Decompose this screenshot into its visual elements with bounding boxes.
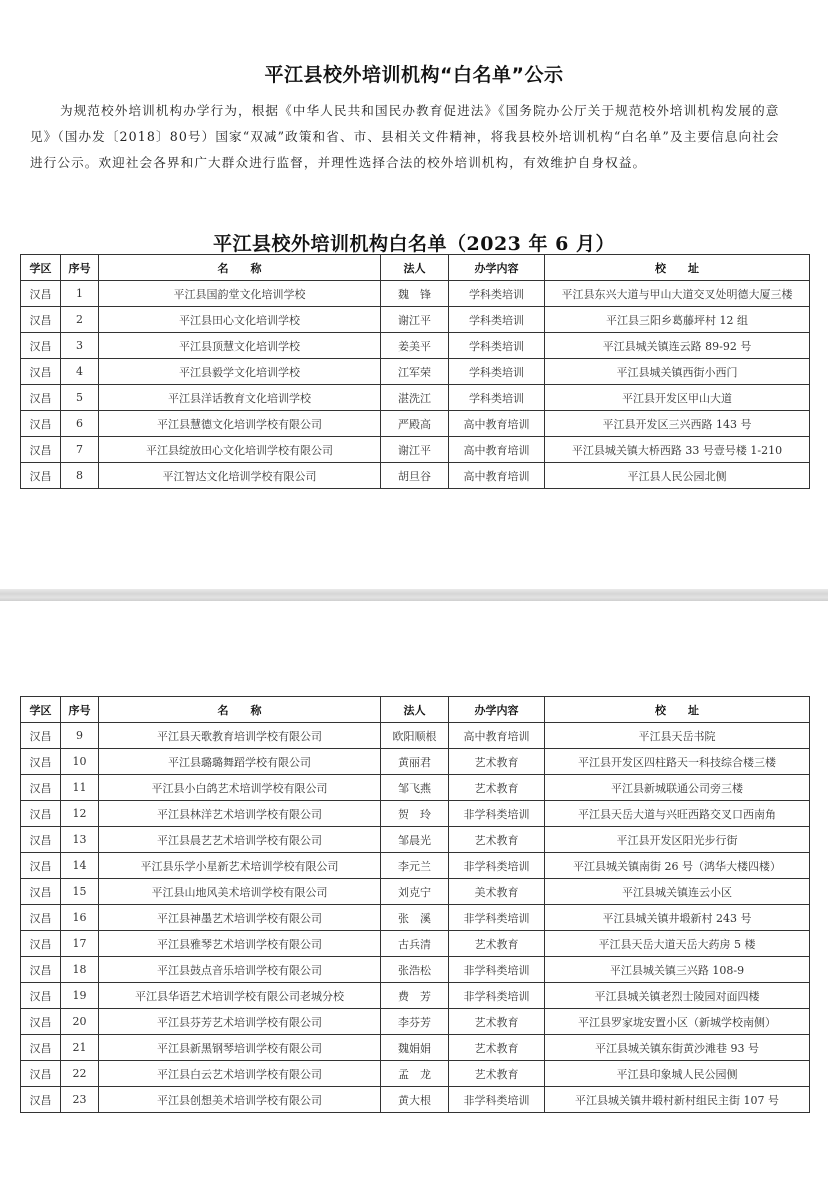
table-row [21, 463, 810, 489]
cell-address: 平江县三阳乡葛藤坪村 12 组 [545, 307, 810, 333]
table-row [21, 333, 810, 359]
cell-legal-person: 贺 玲 [381, 801, 449, 827]
cell-address: 平江县开发区阳光步行街 [545, 827, 810, 853]
cell-name: 平江县乐学小星新艺术培训学校有限公司 [99, 853, 381, 879]
cell-legal-person: 姜美平 [381, 333, 449, 359]
cell-content: 非学科类培训 [449, 1087, 545, 1113]
cell-district: 汉昌 [21, 827, 61, 853]
cell-address: 平江县城关镇井塅村新村组民主街 107 号 [545, 1087, 810, 1113]
cell-content: 艺术教育 [449, 1035, 545, 1061]
cell-name: 平江县创想美术培训学校有限公司 [99, 1087, 381, 1113]
table-row [21, 385, 810, 411]
cell-content: 艺术教育 [449, 827, 545, 853]
cell-name: 平江县芬芳艺术培训学校有限公司 [99, 1009, 381, 1035]
table-row [21, 957, 810, 983]
cell-address: 平江县城关镇老烈士陵园对面四楼 [545, 983, 810, 1009]
table-body [21, 723, 810, 1113]
header-legal-person: 法人 [381, 255, 449, 281]
header-number: 序号 [61, 255, 99, 281]
cell-district: 汉昌 [21, 333, 61, 359]
cell-legal-person: 湛洗江 [381, 385, 449, 411]
cell-number: 4 [61, 359, 99, 385]
header-number: 序号 [61, 697, 99, 723]
cell-address: 平江县印象城人民公园侧 [545, 1061, 810, 1087]
cell-address: 平江县城关镇南街 26 号（鸿华大楼四楼） [545, 853, 810, 879]
cell-content: 艺术教育 [449, 775, 545, 801]
cell-district: 汉昌 [21, 307, 61, 333]
cell-number: 14 [61, 853, 99, 879]
table-header-row [21, 697, 810, 723]
header-address: 校 址 [545, 255, 810, 281]
header-address: 校 址 [545, 697, 810, 723]
table-row [21, 983, 810, 1009]
table-row [21, 853, 810, 879]
cell-number: 22 [61, 1061, 99, 1087]
table-row [21, 307, 810, 333]
cell-content: 非学科类培训 [449, 905, 545, 931]
cell-number: 8 [61, 463, 99, 489]
cell-number: 16 [61, 905, 99, 931]
cell-address: 平江县天岳大道与兴旺西路交叉口西南角 [545, 801, 810, 827]
table-row [21, 437, 810, 463]
cell-name: 平江县华语艺术培训学校有限公司老城分校 [99, 983, 381, 1009]
cell-address: 平江县东兴大道与甲山大道交叉处明德大厦三楼 [545, 281, 810, 307]
document-title: 平江县校外培训机构“白名单”公示 [264, 64, 564, 86]
cell-content: 高中教育培训 [449, 463, 545, 489]
cell-name: 平江县白云艺术培训学校有限公司 [99, 1061, 381, 1087]
cell-name: 平江县洋话教育文化培训学校 [99, 385, 381, 411]
cell-address: 平江县天岳大道天岳大药房 5 楼 [545, 931, 810, 957]
cell-legal-person: 孟 龙 [381, 1061, 449, 1087]
whitelist-subtitle: 平江县校外培训机构白名单（2023 年 6 月） [213, 233, 615, 255]
table-row [21, 1087, 810, 1113]
header-district: 学区 [21, 255, 61, 281]
header-name: 名 称 [99, 697, 381, 723]
header-district: 学区 [21, 697, 61, 723]
table-row [21, 931, 810, 957]
cell-address: 平江县人民公园北侧 [545, 463, 810, 489]
cell-address: 平江县城关镇三兴路 108-9 [545, 957, 810, 983]
header-name: 名 称 [99, 255, 381, 281]
cell-number: 6 [61, 411, 99, 437]
cell-number: 7 [61, 437, 99, 463]
cell-name: 平江县山地风美术培训学校有限公司 [99, 879, 381, 905]
cell-name: 平江县天歌教育培训学校有限公司 [99, 723, 381, 749]
table-row [21, 359, 810, 385]
cell-content: 非学科类培训 [449, 957, 545, 983]
cell-address: 平江县城关镇连云小区 [545, 879, 810, 905]
cell-number: 13 [61, 827, 99, 853]
cell-name: 平江县林洋艺术培训学校有限公司 [99, 801, 381, 827]
cell-content: 非学科类培训 [449, 983, 545, 1009]
cell-number: 3 [61, 333, 99, 359]
table-row [21, 775, 810, 801]
cell-address: 平江县开发区三兴西路 143 号 [545, 411, 810, 437]
cell-name: 平江县绽放田心文化培训学校有限公司 [99, 437, 381, 463]
cell-name: 平江县新黑钢琴培训学校有限公司 [99, 1035, 381, 1061]
cell-name: 平江县雅琴艺术培训学校有限公司 [99, 931, 381, 957]
cell-number: 5 [61, 385, 99, 411]
cell-content: 艺术教育 [449, 1009, 545, 1035]
cell-legal-person: 古兵清 [381, 931, 449, 957]
cell-number: 2 [61, 307, 99, 333]
cell-legal-person: 严殿高 [381, 411, 449, 437]
table-row [21, 1061, 810, 1087]
cell-district: 汉昌 [21, 723, 61, 749]
cell-district: 汉昌 [21, 879, 61, 905]
cell-address: 平江县城关镇西街小西门 [545, 359, 810, 385]
cell-legal-person: 邹飞燕 [381, 775, 449, 801]
table-row [21, 749, 810, 775]
cell-number: 20 [61, 1009, 99, 1035]
cell-name: 平江县田心文化培训学校 [99, 307, 381, 333]
cell-number: 15 [61, 879, 99, 905]
cell-legal-person: 黄丽君 [381, 749, 449, 775]
cell-address: 平江县城关镇大桥西路 33 号壹号楼 1-210 [545, 437, 810, 463]
cell-number: 12 [61, 801, 99, 827]
header-content: 办学内容 [449, 697, 545, 723]
table-body [21, 281, 810, 489]
cell-legal-person: 魏娟娟 [381, 1035, 449, 1061]
cell-district: 汉昌 [21, 437, 61, 463]
cell-content: 艺术教育 [449, 749, 545, 775]
cell-name: 平江县晨艺艺术培训学校有限公司 [99, 827, 381, 853]
cell-district: 汉昌 [21, 411, 61, 437]
cell-content: 艺术教育 [449, 931, 545, 957]
cell-number: 18 [61, 957, 99, 983]
cell-address: 平江县新城联通公司旁三楼 [545, 775, 810, 801]
table-row [21, 827, 810, 853]
cell-content: 高中教育培训 [449, 411, 545, 437]
cell-legal-person: 费 芳 [381, 983, 449, 1009]
cell-legal-person: 欧阳顺根 [381, 723, 449, 749]
cell-district: 汉昌 [21, 1009, 61, 1035]
cell-content: 高中教育培训 [449, 437, 545, 463]
cell-address: 平江县城关镇东街黄沙滩巷 93 号 [545, 1035, 810, 1061]
cell-address: 平江县城关镇连云路 89-92 号 [545, 333, 810, 359]
cell-address: 平江县城关镇井塅新村 243 号 [545, 905, 810, 931]
cell-content: 非学科类培训 [449, 801, 545, 827]
cell-content: 高中教育培训 [449, 723, 545, 749]
cell-district: 汉昌 [21, 749, 61, 775]
cell-legal-person: 胡旦谷 [381, 463, 449, 489]
cell-district: 汉昌 [21, 359, 61, 385]
cell-number: 21 [61, 1035, 99, 1061]
cell-name: 平江县慧德文化培训学校有限公司 [99, 411, 381, 437]
cell-district: 汉昌 [21, 905, 61, 931]
cell-legal-person: 邹晨光 [381, 827, 449, 853]
cell-district: 汉昌 [21, 775, 61, 801]
header-content: 办学内容 [449, 255, 545, 281]
cell-content: 学科类培训 [449, 333, 545, 359]
cell-number: 10 [61, 749, 99, 775]
cell-address: 平江县开发区甲山大道 [545, 385, 810, 411]
cell-district: 汉昌 [21, 931, 61, 957]
cell-content: 非学科类培训 [449, 853, 545, 879]
cell-legal-person: 张浩松 [381, 957, 449, 983]
table-row [21, 1009, 810, 1035]
cell-name: 平江县鼓点音乐培训学校有限公司 [99, 957, 381, 983]
cell-content: 美术教育 [449, 879, 545, 905]
cell-district: 汉昌 [21, 1061, 61, 1087]
cell-name: 平江县顶慧文化培训学校 [99, 333, 381, 359]
cell-legal-person: 江军荣 [381, 359, 449, 385]
cell-number: 23 [61, 1087, 99, 1113]
cell-name: 平江县小白鸽艺术培训学校有限公司 [99, 775, 381, 801]
cell-district: 汉昌 [21, 1087, 61, 1113]
cell-district: 汉昌 [21, 281, 61, 307]
cell-number: 19 [61, 983, 99, 1009]
cell-legal-person: 魏 锋 [381, 281, 449, 307]
cell-legal-person: 谢江平 [381, 307, 449, 333]
table-row [21, 879, 810, 905]
cell-address: 平江县开发区四柱路天一科技综合楼三楼 [545, 749, 810, 775]
table-row [21, 281, 810, 307]
cell-legal-person: 李元兰 [381, 853, 449, 879]
cell-legal-person: 张 溪 [381, 905, 449, 931]
cell-content: 学科类培训 [449, 307, 545, 333]
cell-content: 学科类培训 [449, 385, 545, 411]
cell-content: 艺术教育 [449, 1061, 545, 1087]
whitelist-table-page-1 [20, 254, 810, 489]
cell-legal-person: 李芬芳 [381, 1009, 449, 1035]
intro-paragraph: 为规范校外培训机构办学行为，根据《中华人民共和国民办教育促进法》《国务院办公厅关于规范校外培训机构发展的意见》（国办发〔2018〕80号）国家“双减”政策和省、市、县相关文件精神，将我县校外培训机构“白名单”及主要信息向社会进行公示。欢迎社会各界和广大群众进行监督，并理性选择合法的校外培训机构，有效维护自身权益。 [30, 103, 780, 170]
cell-name: 平江县神墨艺术培训学校有限公司 [99, 905, 381, 931]
cell-name: 平江智达文化培训学校有限公司 [99, 463, 381, 489]
table-row [21, 905, 810, 931]
table-row [21, 1035, 810, 1061]
cell-name: 平江县国韵堂文化培训学校 [99, 281, 381, 307]
cell-name: 平江县璐璐舞蹈学校有限公司 [99, 749, 381, 775]
cell-district: 汉昌 [21, 853, 61, 879]
cell-legal-person: 黄大根 [381, 1087, 449, 1113]
cell-district: 汉昌 [21, 1035, 61, 1061]
cell-name: 平江县毅学文化培训学校 [99, 359, 381, 385]
table-header-row [21, 255, 810, 281]
cell-content: 学科类培训 [449, 281, 545, 307]
header-legal-person: 法人 [381, 697, 449, 723]
cell-address: 平江县罗家垅安置小区（新城学校南侧） [545, 1009, 810, 1035]
cell-content: 学科类培训 [449, 359, 545, 385]
cell-district: 汉昌 [21, 463, 61, 489]
cell-legal-person: 刘克宁 [381, 879, 449, 905]
table-row [21, 723, 810, 749]
cell-number: 11 [61, 775, 99, 801]
cell-district: 汉昌 [21, 385, 61, 411]
cell-district: 汉昌 [21, 957, 61, 983]
table-row [21, 801, 810, 827]
table-row [21, 411, 810, 437]
cell-district: 汉昌 [21, 983, 61, 1009]
cell-address: 平江县天岳书院 [545, 723, 810, 749]
cell-number: 1 [61, 281, 99, 307]
cell-district: 汉昌 [21, 801, 61, 827]
cell-number: 9 [61, 723, 99, 749]
cell-legal-person: 谢江平 [381, 437, 449, 463]
whitelist-table-page-2 [20, 696, 810, 1113]
cell-number: 17 [61, 931, 99, 957]
page-separator [0, 589, 828, 601]
